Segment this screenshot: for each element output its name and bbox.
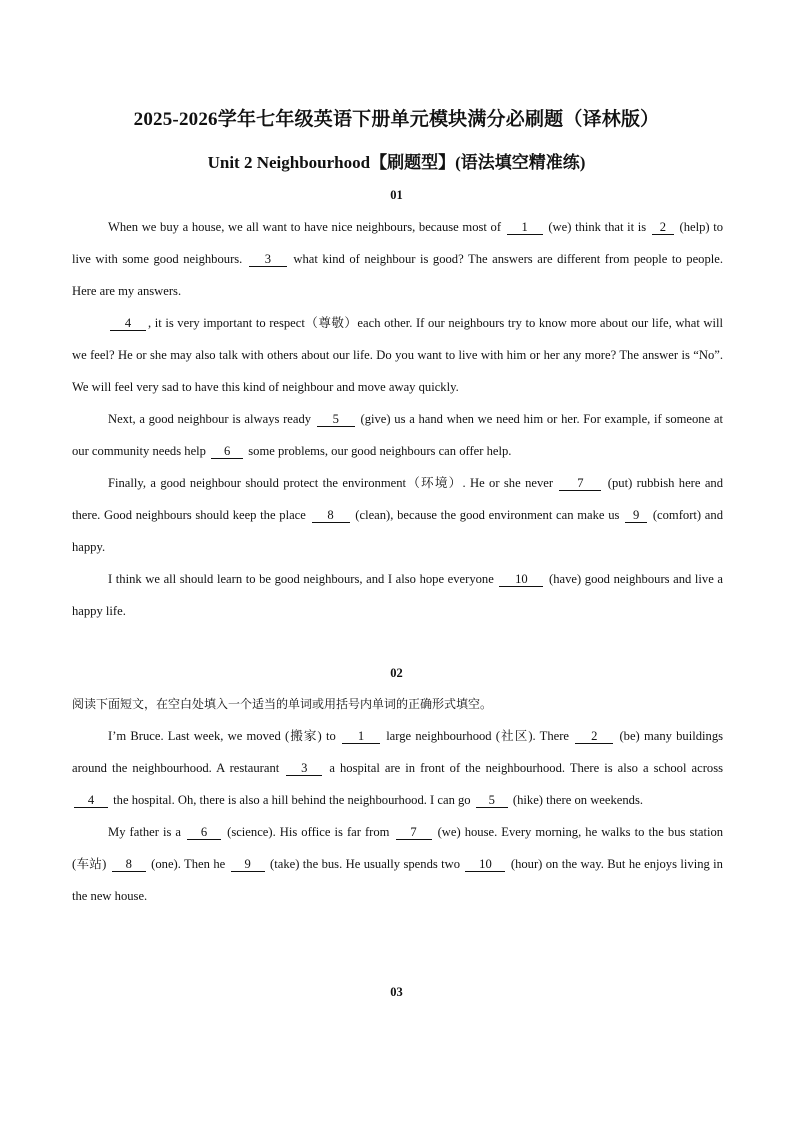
answer-blank[interactable]: 8 <box>112 857 146 872</box>
paragraph: When we buy a house, we all want to have nice neighbours, because most of 1 (we) think that it is 2 (help) to live with some good neighbours. 3 what kind of neighbour is good? The answers are different from people to people. Here are my answers. <box>72 220 724 298</box>
section-01-body <box>72 211 723 627</box>
answer-blank[interactable]: 9 <box>231 857 265 872</box>
answer-blank[interactable]: 10 <box>465 857 505 872</box>
section-number-02: 02 <box>390 666 403 680</box>
page-title: 2025-2026学年七年级英语下册单元模块满分必刷题（译林版） <box>133 109 660 130</box>
answer-blank[interactable]: 7 <box>396 825 432 840</box>
answer-blank[interactable]: 2 <box>652 220 674 235</box>
paragraph: I’m Bruce. Last week, we moved (搬家) to 1 large neighbourhood (社区). There 2 (be) many buildings around the neighbourhood. A restaurant 3 a hospital are in front of the neighbourhood. There is also a school across 4 the hospital. Oh, there is also a hill behind the neighbourhood. I can go 5 (hike) there on weekends. <box>72 729 724 807</box>
answer-blank[interactable]: 1 <box>507 220 543 235</box>
instruction-text: 阅读下面短文，在空白处填入一个适当的单词或用括号内单词的正确形式填空。 <box>72 697 493 711</box>
answer-blank[interactable]: 5 <box>317 412 355 427</box>
section-02-body <box>72 688 723 912</box>
page-subtitle: Unit 2 Neighbourhood【刷题型】(语法填空精准练) <box>207 153 586 172</box>
answer-blank[interactable]: 4 <box>110 316 146 331</box>
answer-blank[interactable]: 3 <box>286 761 322 776</box>
paragraph: I think we all should learn to be good neighbours, and I also hope everyone 10 (have) good neighbours and live a happy life. <box>72 572 724 618</box>
answer-blank[interactable]: 3 <box>249 252 287 267</box>
paragraph: My father is a 6 (science). His office is far from 7 (we) house. Every morning, he walks to the bus station (车站) 8 (one). Then he 9 (take) the bus. He usually spends two 10 (hour) on the way. But he enjoys living in the new house. <box>72 825 724 903</box>
answer-blank[interactable]: 8 <box>312 508 350 523</box>
answer-blank[interactable]: 9 <box>625 508 647 523</box>
answer-blank[interactable]: 6 <box>211 444 243 459</box>
answer-blank[interactable]: 2 <box>575 729 613 744</box>
answer-blank[interactable]: 5 <box>476 793 508 808</box>
section-number-01: 01 <box>390 188 403 202</box>
paragraph: Finally, a good neighbour should protect the environment（环境）. He or she never 7 (put) rubbish here and there. Good neighbours should keep the place 8 (clean), because the good environment can make us 9 (comfort) and happy. <box>72 476 723 554</box>
answer-blank[interactable]: 7 <box>559 476 601 491</box>
answer-blank[interactable]: 10 <box>499 572 543 587</box>
section-number-03: 03 <box>390 985 403 999</box>
answer-blank[interactable]: 1 <box>342 729 380 744</box>
paragraph: 4 , it is very important to respect（尊敬）each other. If our neighbours try to know more about our life, what will we feel? He or she may also talk with others about our life. Do you want to live with him or her any more? The answer is “No”. We will feel very sad to have this kind of neighbour and move away quickly. <box>72 316 723 394</box>
paragraph: Next, a good neighbour is always ready 5 (give) us a hand when we need him or her. For example, if someone at our community needs help 6 some problems, our good neighbours can offer help. <box>72 412 723 458</box>
answer-blank[interactable]: 6 <box>187 825 221 840</box>
answer-blank[interactable]: 4 <box>74 793 108 808</box>
